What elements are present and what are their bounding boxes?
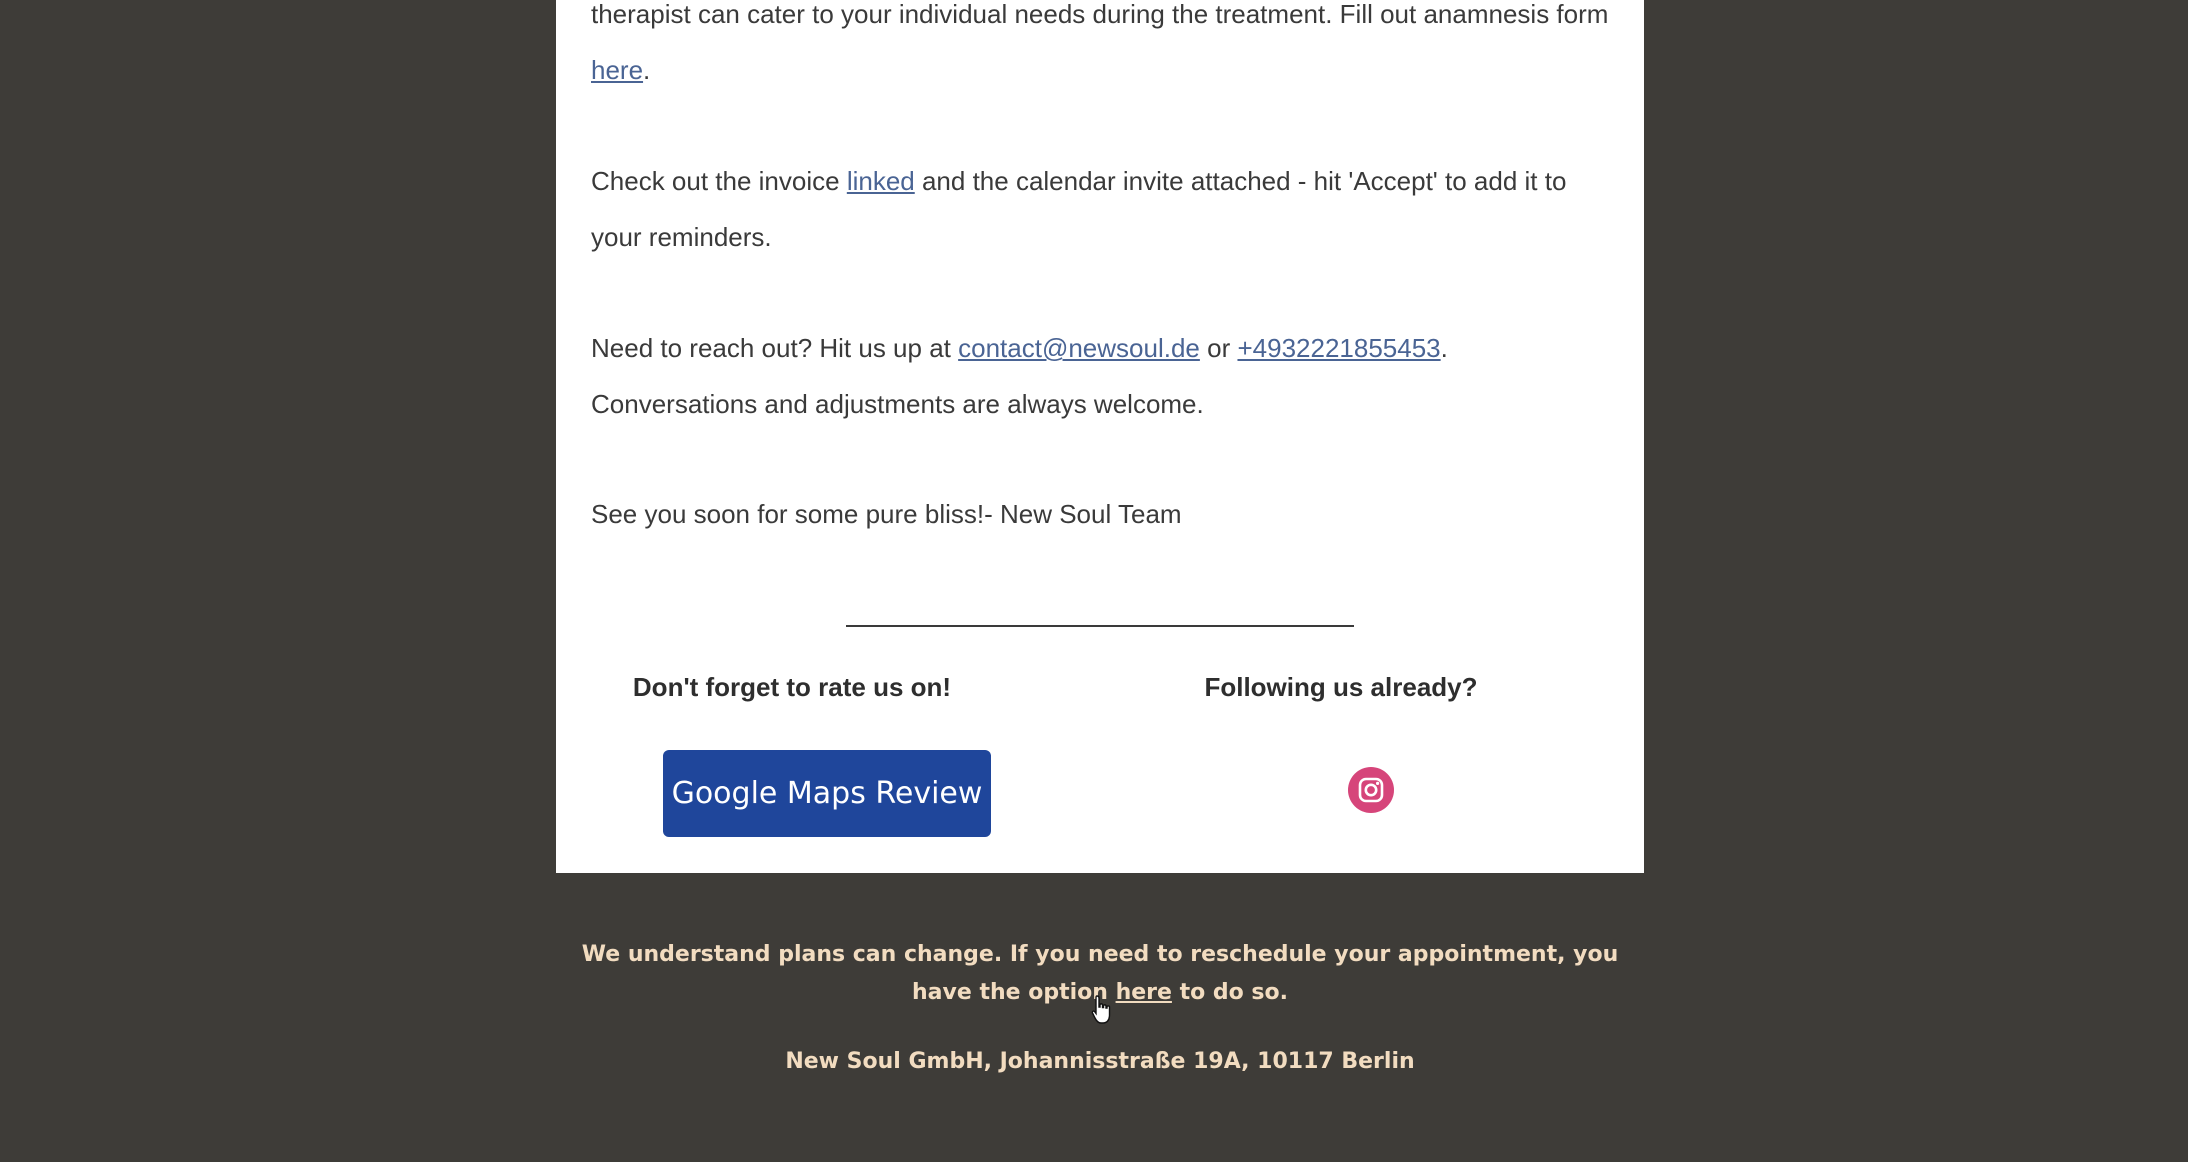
invoice-text-end: and the calendar invite attached - hit 'Accept' to add it to your reminders. (591, 166, 1567, 252)
contact-text-start: Need to reach out? Hit us up at (591, 333, 959, 363)
reschedule-text-end: to do so. (1171, 980, 1288, 1005)
contact-paragraph (591, 320, 1621, 432)
follow-heading: Following us already? (1204, 672, 1478, 702)
company-address: New Soul GmbH, Johannisstraße 19A, 10117 Berlin (785, 1049, 1415, 1074)
anamnesis-period: . (643, 55, 651, 85)
rate-heading: Don't forget to rate us on! (632, 672, 952, 702)
invoice-text-start: Check out the invoice (591, 166, 847, 196)
signoff-paragraph: See you soon for some pure bliss!- New Soul Team (591, 499, 1182, 529)
anamnesis-form-link[interactable]: here (591, 55, 644, 85)
contact-text-end: . Conversations and adjustments are always welcome. (591, 333, 1448, 419)
invoice-link[interactable]: linked (846, 166, 915, 196)
divider (846, 625, 1354, 627)
invoice-paragraph (591, 153, 1621, 265)
reschedule-link[interactable]: here (1115, 980, 1172, 1005)
contact-phone-link[interactable]: +4932221855453 (1237, 333, 1441, 363)
anamnesis-text: therapist can cater to your individual needs during the treatment. Fill out anamnesis form (591, 0, 1609, 29)
email-card (556, 0, 1644, 873)
anamnesis-paragraph (591, 0, 1621, 98)
reschedule-text-start: We understand plans can change. If you need to reschedule your appointment, you have the option (581, 942, 1619, 1005)
contact-email-link[interactable]: contact@newsoul.de (958, 333, 1200, 363)
hand-cursor-icon (1090, 994, 1114, 1026)
google-maps-review-button[interactable]: Google Maps Review (663, 750, 991, 837)
contact-or-text: or (1199, 333, 1238, 363)
instagram-icon[interactable] (1347, 766, 1395, 814)
